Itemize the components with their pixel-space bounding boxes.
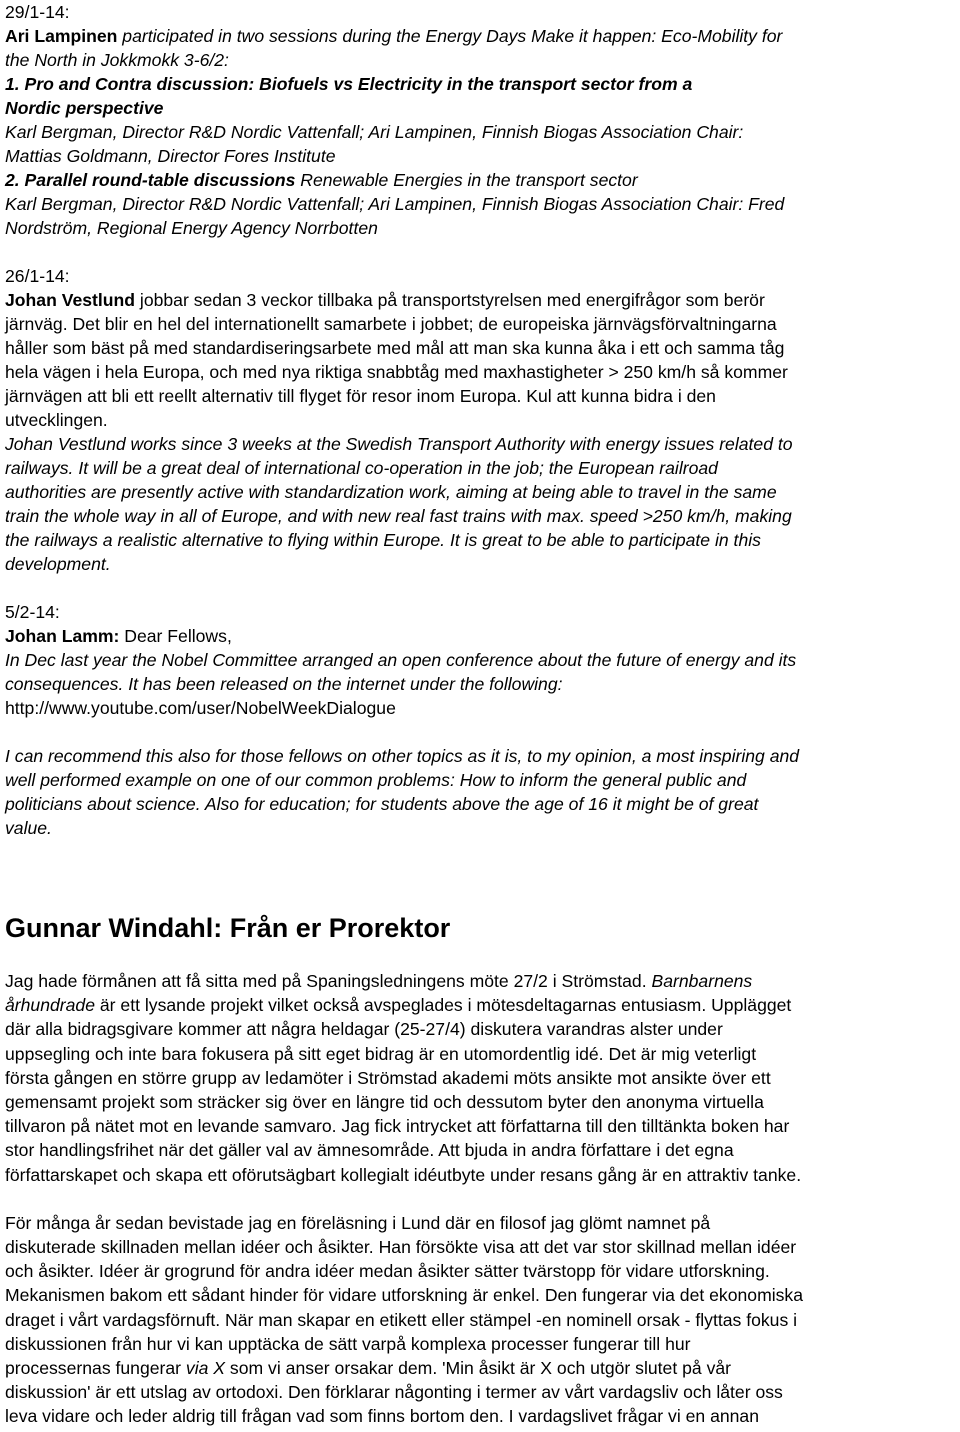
article-paragraph-2: För många år sedan bevistade jag en föreläsning i Lund där en filosof jag glömt namnet på diskuterade skillnaden mellan idéer och åsikter. Han försökte visa att det var stor skillnad mellan idéer och åsikter. Idéer är grogrund för andra idéer medan åsikter sätter tvärstopp för vidare utforskning. Mekanismen bakom ett sådant hinder för vidare utforskning är enkel. Den fungerar via det ekonomiska draget i vårt vardagsförnuft. När man skapar en etikett eller stämpel -en nominell orsak - flyttas fokus i diskussionen från hur vi kan upptäcka de sätt varpå komplexa processer fungerar till hur processernas fungerar via X som vi anser orsakar dem. 'Min åsikt är X och utgör slutet på vår diskussion' är ett utslag av ortodoxi. Den förklarar någonting i termer av vårt vardagsliv och låter oss leva vidare och leder aldrig till frågan vad som finns bortom den. I vardagslivet frågar vi en annan [5,1212,804,1427]
entry-author: Johan Lamm: [5,626,120,646]
entry-date: 5/2-14: [5,602,60,622]
entry-author: Johan Vestlund [5,290,136,310]
article-body [5,969,955,1429]
entry-author: Ari Lampinen [5,26,118,46]
spacer [5,576,955,600]
youtube-link[interactable]: http://www.youtube.com/user/NobelWeekDialogue [5,698,396,718]
spacer [5,240,955,264]
newsletter-page [5,0,955,840]
session-participants: Karl Bergman, Director R&D Nordic Vattenfall; Ari Lampinen, Finnish Biogas Association Chair: [5,122,744,142]
session-title: 2. Parallel round-table discussions [5,170,296,190]
spacer [5,1187,955,1211]
article-heading: Gunnar Windahl: Från er Prorektor [5,913,451,943]
entry-date: 29/1-14: [5,2,70,22]
entry-lampinen: 29/1-14: Ari Lampinen participated in two sessions during the Energy Days Make it happen: Eco-Mobility for the North in Jokkmokk 3-6/2: 1. Pro and Contra discussion: Biofuels vs Electricity in the transport sector from a Nordic perspective Karl Bergman, Director R&D Nordic Vattenfall; Ari Lampinen, Finnish Biogas Association Chair: Mattias Goldmann, Director Fores Institute 2. Parallel round-table discussions Renewable Energies in the transport sector Karl Bergman, Director R&D Nordic Vattenfall; Ari Lampinen, Finnish Biogas Association Chair: Fred Nordström, Regional Energy Agency Norrbotten [5,0,955,240]
entry-date: 26/1-14: [5,266,70,286]
entry-lamm: 5/2-14: Johan Lamm: Dear Fellows, In Dec last year the Nobel Committee arranged an open conference about the future of energy and its consequences. It has been released on the internet under the following: http://www.youtube.com/user/NobelWeekDialogue I can recommend this also for those fellows on other topics as it is, to my opinion, a most inspiring and well performed example on one of our common problems: How to inform the general public and politicians about science. Also for education; for students above the age of 16 it might be of great value. [5,600,955,840]
session-title: 1. Pro and Contra discussion: Biofuels vs Electricity in the transport sector from a [5,74,693,94]
entry-vestlund: 26/1-14: Johan Vestlund jobbar sedan 3 veckor tillbaka på transportstyrelsen med energifrågor som berör järnväg. Det blir en hel del internationellt samarbete i jobbet; de europeiska järnvägsförvaltningarna håller som bäst på med standardiseringsarbete med mål att man ska kunna åka i ett och samma tåg hela vägen i hela Europa, och med nya riktiga snabbtåg med maxhastigheter > 250 km/h så kommer järnvägen att bli ett reellt alternativ till flyget för resor inom Europa. Kul att kunna bidra i den utvecklingen. Johan Vestlund works since 3 weeks at the Swedish Transport Authority with energy issues related to railways. It will be a great deal of international co-operation in the job; the European railroad authorities are presently active with standardization work, aiming at being able to travel in the same train the whole way in all of Europe, and with new real fast trains with max. speed >250 km/h, making the railways a realistic alternative to flying within Europe. It is great to be able to participate in this development. [5,264,955,576]
session-participants: Karl Bergman, Director R&D Nordic Vattenfall; Ari Lampinen, Finnish Biogas Association Chair: Fred [5,194,785,214]
article-paragraph-1: Jag hade förmånen att få sitta med på Spaningsledningens möte 27/2 i Strömstad. Barnbarnens århundrade är ett lysande projekt vilket också avspeglades i mötesdeltagarnas entusiasm. Upplägget där alla bidragsgivare kommer att några heldagar (25-27/4) diskutera varandras alster under uppsegling och inte bara fokusera på sitt eget bidrag är en utomordentlig idé. Det är mig veterligt första gången en större grupp av ledamöter i Strömstad akademi möts ansikte mot ansikte över ett gemensamt projekt som sträcker sig över en längre tid och dessutom byter den anonyma virtuella tillvaron på nätet mot en levande samvaro. Jag fick intrycket att författarna till den tilltänkta boken har stor handlingsfrihet när det gäller val av ämnesområde. Att bjuda in andra författare i det egna författarskapet och skapa ett oförutsägbart kollegialt idéutbyte under resans gång är en attraktiv tanke. [5,971,802,1185]
english-translation: Johan Vestlund works since 3 weeks at the Swedish Transport Authority with energy issues related to [5,434,793,454]
